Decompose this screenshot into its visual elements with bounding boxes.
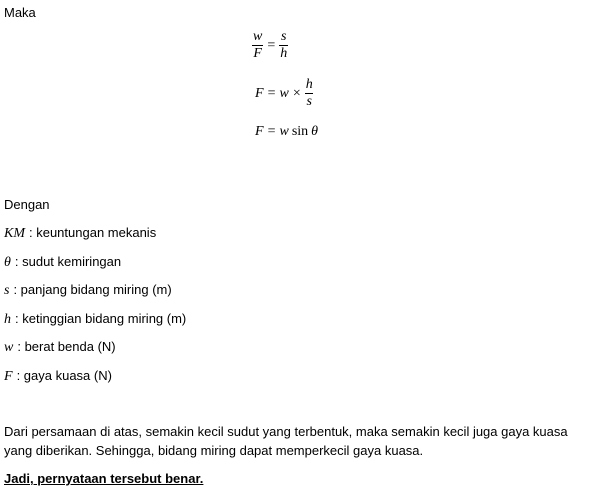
paragraph-line-2: yang diberikan. Sehingga, bidang miring dapat memperkecil gaya kuasa. <box>4 443 424 458</box>
eq2-times: × <box>292 85 301 101</box>
eq3-sin: sin <box>291 124 309 139</box>
definition-symbol: s <box>4 283 10 298</box>
paragraph-line-1: Dari persamaan di atas, semakin kecil sudut yang terbentuk, maka semakin kecil juga gaya kuasa <box>4 424 568 439</box>
definition-km <box>4 225 156 242</box>
eq3-var: w <box>279 124 289 139</box>
definition-text: : gaya kuasa (N) <box>16 368 112 383</box>
eq1-rhs-denominator: h <box>280 46 288 61</box>
definition-text: : keuntungan mekanis <box>29 225 157 240</box>
eq3-equals: = <box>267 124 276 139</box>
fraction-h-over-s <box>305 78 314 109</box>
definition-text: : ketinggian bidang miring (m) <box>15 311 187 326</box>
eq1-equals: = <box>267 37 276 53</box>
eq2-var: w <box>279 85 289 101</box>
eq2-lhs: F <box>255 85 264 101</box>
eq1-lhs-denominator: F <box>253 46 262 61</box>
equation-1 <box>252 30 288 61</box>
definition-h <box>4 311 186 328</box>
intro-text: Maka <box>4 5 36 20</box>
definition-text: : panjang bidang miring (m) <box>13 282 172 297</box>
definition-symbol: KM <box>4 226 25 241</box>
conclusion-text: Jadi, pernyataan tersebut benar. <box>4 471 204 486</box>
eq1-lhs-numerator: w <box>253 29 263 44</box>
definition-symbol: F <box>4 369 13 384</box>
equation-3 <box>255 124 318 140</box>
eq2-equals: = <box>267 85 276 101</box>
fraction-s-over-h <box>279 30 288 61</box>
eq2-denominator: s <box>306 94 312 109</box>
definition-f <box>4 368 112 385</box>
eq2-numerator: h <box>305 77 313 92</box>
eq3-lhs: F <box>255 124 264 139</box>
definition-text: : sudut kemiringan <box>14 254 122 269</box>
definition-text: : berat benda (N) <box>17 339 116 354</box>
definition-s <box>4 282 172 299</box>
definition-symbol: θ <box>4 255 11 270</box>
definition-w <box>4 339 116 356</box>
definition-theta <box>4 254 121 271</box>
definition-symbol: h <box>4 312 11 327</box>
fraction-w-over-f <box>252 30 263 61</box>
dengan-label: Dengan <box>4 197 50 212</box>
definition-symbol: w <box>4 340 14 355</box>
equation-2 <box>255 78 314 109</box>
eq1-rhs-numerator: s <box>281 29 287 44</box>
eq3-theta: θ <box>311 124 319 139</box>
